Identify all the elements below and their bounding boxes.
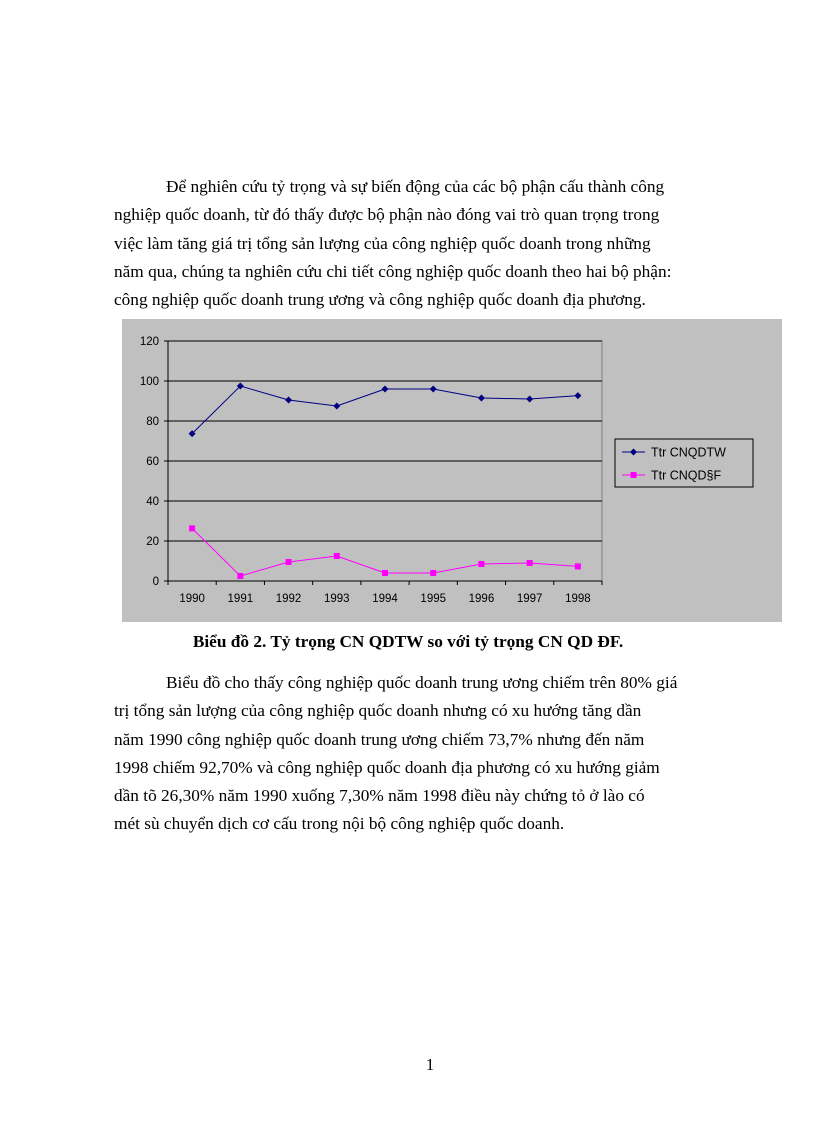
x-tick-label: 1995: [420, 593, 447, 605]
paragraph-line: mét sù chuyển dịch cơ cấu trong nội bộ công nghiệp quốc doanh.: [114, 814, 565, 834]
y-tick-label: 20: [146, 536, 159, 548]
paragraph-line: Biểu đồ cho thấy công nghiệp quốc doanh trung ương chiếm trên 80% giá: [166, 673, 678, 692]
paragraph-line: việc làm tăng giá trị tổng sản lượng của công nghiệp quốc doanh trong những: [114, 233, 651, 253]
legend-label: Ttr CNQD§F: [651, 468, 722, 483]
data-point-square: [382, 570, 388, 576]
x-tick-label: 1990: [179, 593, 205, 605]
y-tick-label: 40: [146, 496, 159, 508]
y-tick-label: 60: [146, 456, 159, 468]
y-tick-label: 0: [152, 576, 159, 588]
paragraph-line: nghiệp quốc doanh, từ đó thấy được bộ phận nào đóng vai trò quan trọng trong: [114, 205, 660, 225]
x-tick-label: 1992: [275, 593, 302, 605]
paragraph-line: Để nghiên cứu tỷ trọng và sự biến động của các bộ phận cấu thành công: [166, 177, 665, 196]
chart-svg: [122, 319, 782, 622]
y-tick-label: 120: [139, 336, 159, 348]
y-tick-label: 80: [146, 416, 159, 428]
data-point-square: [189, 525, 195, 531]
data-point-square: [478, 561, 484, 567]
data-point-square: [430, 570, 436, 576]
legend-label: Ttr CNQDTW: [651, 445, 726, 460]
x-tick-label: 1994: [372, 593, 398, 605]
intro-paragraph: [114, 173, 740, 314]
x-tick-label: 1998: [565, 593, 591, 605]
paragraph-line: dần tõ 26,30% năm 1990 xuống 7,30% năm 1998 điều này chứng tỏ ở lào có: [114, 786, 645, 806]
page-number: 1: [425, 1055, 435, 1074]
data-point-square: [575, 563, 581, 569]
paragraph-line: công nghiệp quốc doanh trung ương và công nghiệp quốc doanh địa phương.: [114, 290, 646, 310]
chart-caption: Biểu đồ 2. Tỷ trọng CN QDTW so với tỷ trọng CN QD ĐF.: [192, 632, 624, 651]
x-tick-label: 1996: [468, 593, 495, 605]
data-point-square: [237, 573, 243, 579]
data-point-square: [286, 559, 292, 565]
paragraph-line: trị tổng sản lượng của công nghiệp quốc doanh nhưng có xu hướng tăng dần: [114, 701, 642, 721]
paragraph-line: năm qua, chúng ta nghiên cứu chi tiết công nghiệp quốc doanh theo hai bộ phận:: [114, 261, 672, 281]
paragraph-line: 1998 chiếm 92,70% và công nghiệp quốc doanh địa phương có xu hướng giảm: [114, 757, 660, 777]
x-tick-label: 1991: [227, 593, 254, 605]
x-tick-label: 1997: [516, 593, 543, 605]
x-tick-label: 1993: [323, 593, 350, 605]
legend-marker-square: [631, 472, 637, 478]
data-point-square: [527, 560, 533, 566]
y-tick-label: 100: [139, 376, 159, 388]
data-point-square: [334, 553, 340, 559]
line-chart: [122, 319, 782, 622]
paragraph-line: năm 1990 công nghiệp quốc doanh trung ương chiếm 73,7% nhưng đến năm: [114, 729, 645, 749]
analysis-paragraph: [114, 669, 740, 839]
